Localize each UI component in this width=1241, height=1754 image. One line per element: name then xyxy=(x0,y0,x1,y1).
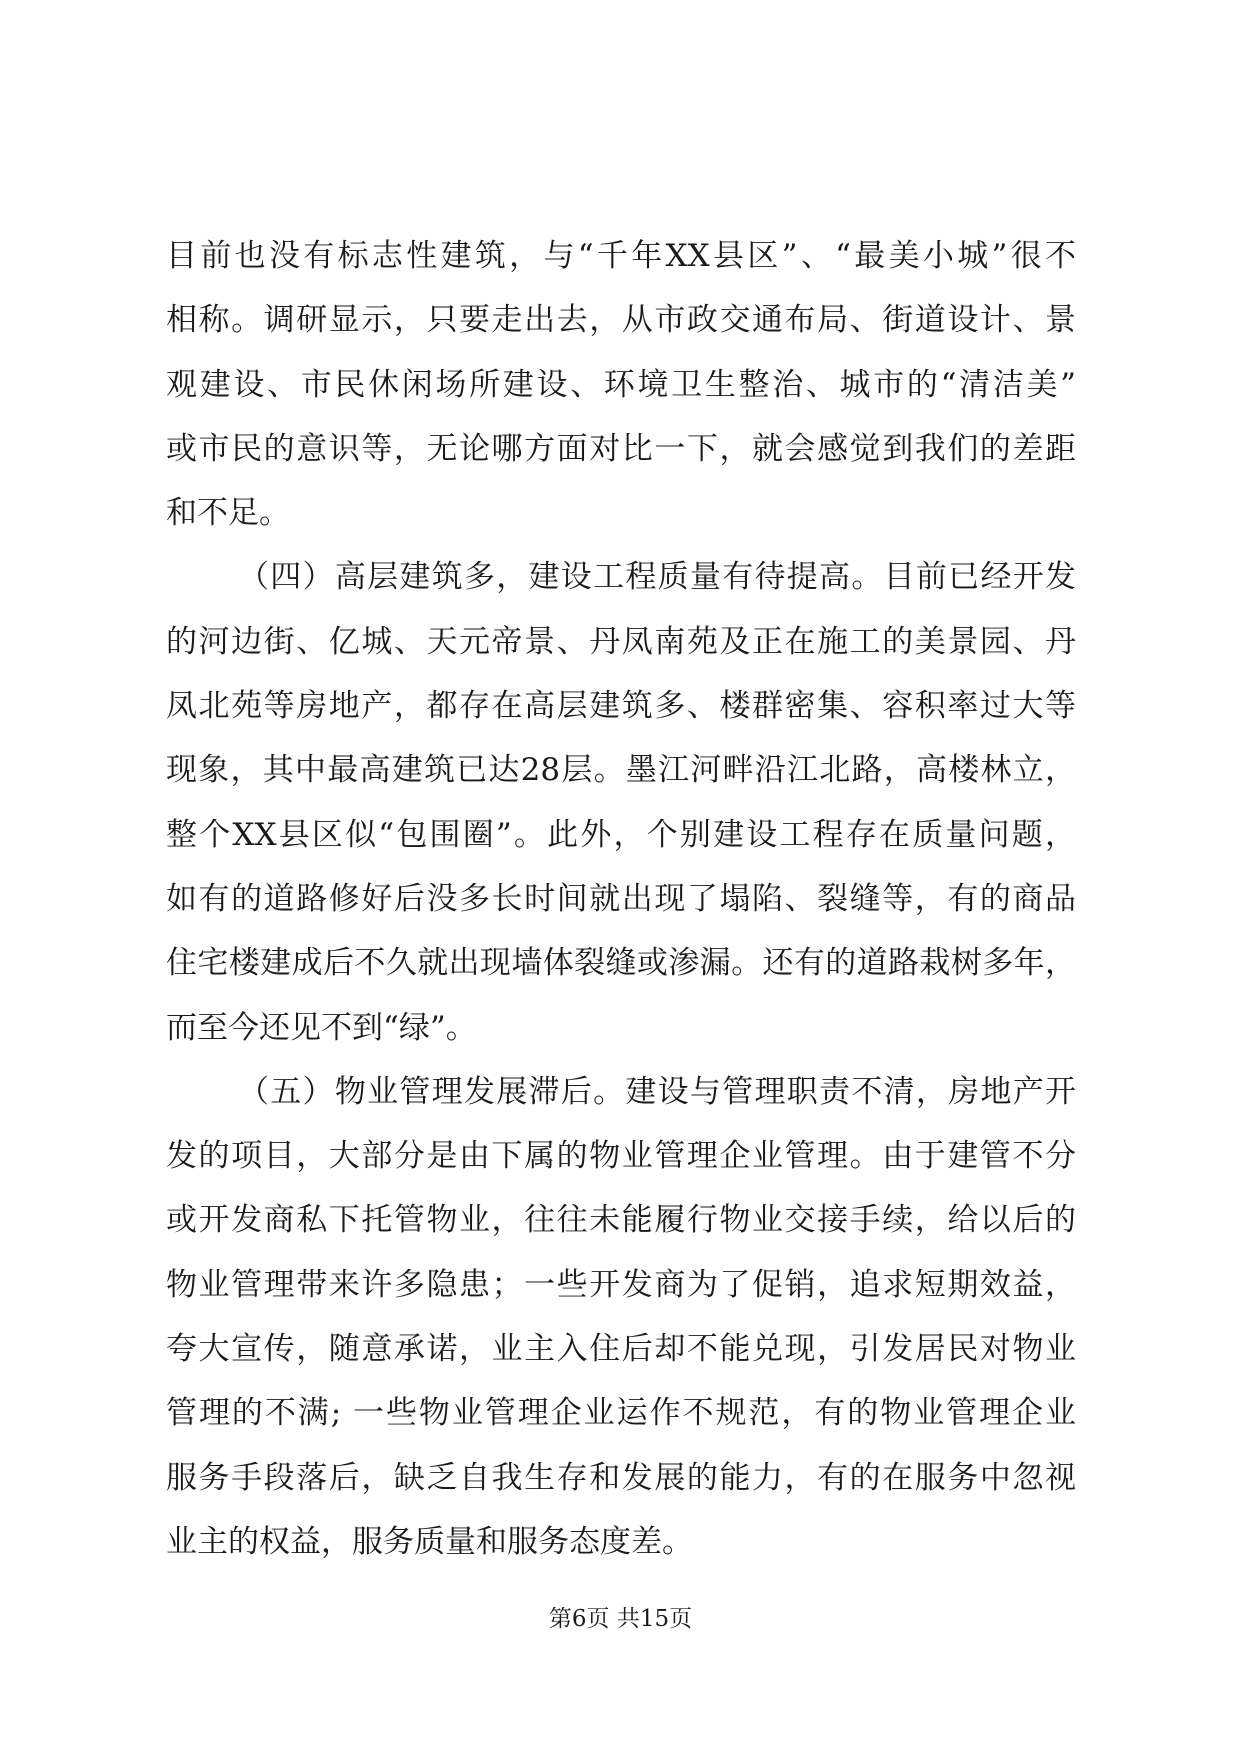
page-number: 第6页 共15页 xyxy=(548,1606,693,1632)
text-line: 如有的道路修好后没多长时间就出现了塌陷、裂缝等，有的商品 xyxy=(166,880,1076,917)
text-line: 夸大宣传，随意承诺，业主入住后却不能兑现，引发居民对物业 xyxy=(166,1331,1076,1368)
text-line: 目前也没有标志性建筑，与“千年XX县区”、“最美小城”很不 xyxy=(166,238,1076,274)
text-line: 现象，其中最高建筑已达28层。墨江河畔沿江北路，高楼林立， xyxy=(166,752,1076,789)
text-line: 的河边街、亿城、天元帝景、丹凤南苑及正在施工的美景园、丹 xyxy=(166,623,1076,660)
text-line: 物业管理带来许多隐患；一些开发商为了促销，追求短期效益， xyxy=(166,1266,1076,1303)
text-line: 服务手段落后，缺乏自我生存和发展的能力，有的在服务中忽视 xyxy=(166,1459,1076,1496)
text-line: 凤北苑等房地产，都存在高层建筑多、楼群密集、容积率过大等 xyxy=(166,688,1076,725)
text-line: 观建设、市民休闲场所建设、环境卫生整治、城市的“清洁美” xyxy=(166,366,1076,403)
text-line: 业主的权益，服务质量和服务态度差。 xyxy=(166,1523,693,1560)
text-line: 或开发商私下托管物业，往往未能履行物业交接手续，给以后的 xyxy=(166,1202,1076,1239)
text-line: 或市民的意识等，无论哪方面对比一下，就会感觉到我们的差距 xyxy=(166,430,1076,467)
text-line: 和不足。 xyxy=(166,495,290,532)
text-line: 整个XX县区似“包围圈”。此外，个别建设工程存在质量问题， xyxy=(166,816,1076,853)
text-line: 而至今还见不到“绿”。 xyxy=(166,1009,477,1046)
text-line: 住宅楼建成后不久就出现墙体裂缝或渗漏。还有的道路栽树多年， xyxy=(166,945,1076,982)
text-line: 发的项目，大部分是由下属的物业管理企业管理。由于建管不分 xyxy=(166,1138,1076,1175)
text-line: 相称。调研显示，只要走出去，从市政交通布局、街道设计、景 xyxy=(166,302,1076,339)
section-heading-line: （四）高层建筑多，建设工程质量有待提高。目前已经开发 xyxy=(238,559,1076,596)
section-heading-line: （五）物业管理发展滞后。建设与管理职责不清，房地产开 xyxy=(238,1073,1076,1110)
text-line: 管理的不满; 一些物业管理企业运作不规范，有的物业管理企业 xyxy=(166,1395,1076,1432)
body-text xyxy=(166,224,1076,1574)
